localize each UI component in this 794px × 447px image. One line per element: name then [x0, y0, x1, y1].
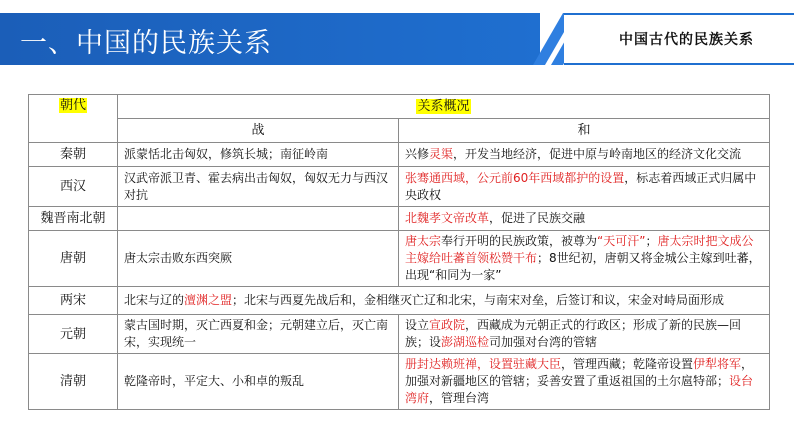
highlight-text: 伊犁将军 [693, 357, 742, 371]
table-subheader-row [29, 119, 770, 143]
highlight-text: 灵渠 [429, 147, 454, 161]
table-row [29, 143, 770, 167]
dynasty-cell: 西汉 [29, 167, 118, 207]
cell-text: ，管理西藏；乾隆帝设置 [561, 357, 694, 371]
war-cell [118, 207, 399, 231]
war-cell [118, 167, 399, 207]
cell-text: 乾隆帝时，平定大、小和卓的叛乱 [124, 374, 305, 388]
cell-text: ，西藏成为元朝正式的行政区；形成了新的民族—回族；设 [405, 318, 742, 349]
dynasty-cell: 唐朝 [29, 231, 118, 287]
header-dynasty: 朝代 [59, 98, 86, 113]
table-row [29, 207, 770, 231]
peace-cell [399, 315, 770, 354]
page-title: 一、中国的民族关系 [20, 28, 272, 59]
cell-text: 北宋与辽的 [124, 293, 185, 307]
cell-text: ，加强对新疆地区的管辖；妥善安置了重返祖国的土尔扈特部； [405, 357, 754, 388]
war-cell [118, 231, 399, 287]
cell-text: ，管理台湾 [429, 391, 490, 405]
table-row [29, 354, 770, 410]
header-overview: 关系概况 [417, 99, 470, 114]
table-body [29, 143, 770, 410]
header-peace: 和 [399, 119, 770, 143]
highlight-text: “天可汗” [597, 234, 646, 248]
peace-cell [399, 207, 770, 231]
dynasty-cell: 清朝 [29, 354, 118, 410]
highlight-text: 宣政院 [429, 318, 466, 332]
header-dynasty-cell [29, 95, 118, 143]
table-header-row [29, 95, 770, 119]
relations-table [28, 94, 770, 410]
dynasty-cell: 两宋 [29, 287, 118, 315]
cell-text: ；北宋与西夏先战后和，金相继灭亡辽和北宋，与南宋对垒，后签订和议，宋金对峙局面形成 [232, 293, 725, 307]
cell-text: 派蒙恬北击匈奴，修筑长城；南征岭南 [124, 147, 329, 161]
table-row [29, 231, 770, 287]
header-overview-cell [118, 95, 770, 119]
peace-cell [399, 231, 770, 287]
peace-cell [399, 143, 770, 167]
cell-text: ，标志着西域正式归属中央政权 [405, 170, 757, 202]
subtitle-box [564, 13, 794, 65]
cell-text: ；8世纪初，唐朝又将金城公主嫁到吐蕃，出现“和同为一家” [405, 251, 761, 282]
highlight-text: 册封达赖班禅，设置驻藏大臣 [405, 357, 562, 371]
cell-text: ，开发当地经济，促进中原与岭南地区的经济文化交流 [453, 147, 742, 161]
war-cell [118, 143, 399, 167]
cell-text: 蒙古国时期，灭亡西夏和金；元朝建立后，灭亡南宋，实现统一 [124, 318, 389, 349]
highlight-text: 澎湖巡检 [441, 335, 490, 349]
highlight-text: 北魏孝文帝改革 [405, 211, 490, 225]
header-banner [0, 13, 794, 65]
peace-cell [399, 354, 770, 410]
cell-text: 设立 [405, 318, 430, 332]
cell-text: 唐太宗击败东西突厥 [124, 251, 233, 265]
table-row [29, 315, 770, 354]
cell-text: 奉行开明的民族政策，被尊为 [441, 234, 598, 248]
dynasty-cell: 魏晋南北朝 [29, 207, 118, 231]
table-row [29, 287, 770, 315]
table-row [29, 167, 770, 207]
highlight-text: 设台湾府 [405, 374, 754, 405]
cell-text: 司加强对台湾的管辖 [489, 335, 598, 349]
dynasty-cell: 秦朝 [29, 143, 118, 167]
highlight-text: 澶渊之盟 [184, 293, 233, 307]
highlight-text: 唐太宗时把文成公主嫁给吐蕃首领松赞干布 [405, 234, 754, 265]
peace-cell [399, 167, 770, 207]
cell-text: 兴修 [405, 147, 430, 161]
header-war: 战 [118, 119, 399, 143]
dynasty-cell: 元朝 [29, 315, 118, 354]
cell-text: 汉武帝派卫青、霍去病出击匈奴，匈奴无力与西汉对抗 [124, 170, 389, 202]
relation-merged-cell [118, 287, 770, 315]
cell-text: ，促进了民族交融 [489, 211, 586, 225]
highlight-text: 张骞通西域，公元前60年西域都护的设置 [405, 170, 625, 185]
war-cell [118, 354, 399, 410]
war-cell [118, 315, 399, 354]
highlight-text: 唐太宗 [405, 234, 442, 248]
cell-text: ； [645, 234, 658, 248]
section-subtitle: 中国古代的民族关系 [619, 32, 754, 48]
